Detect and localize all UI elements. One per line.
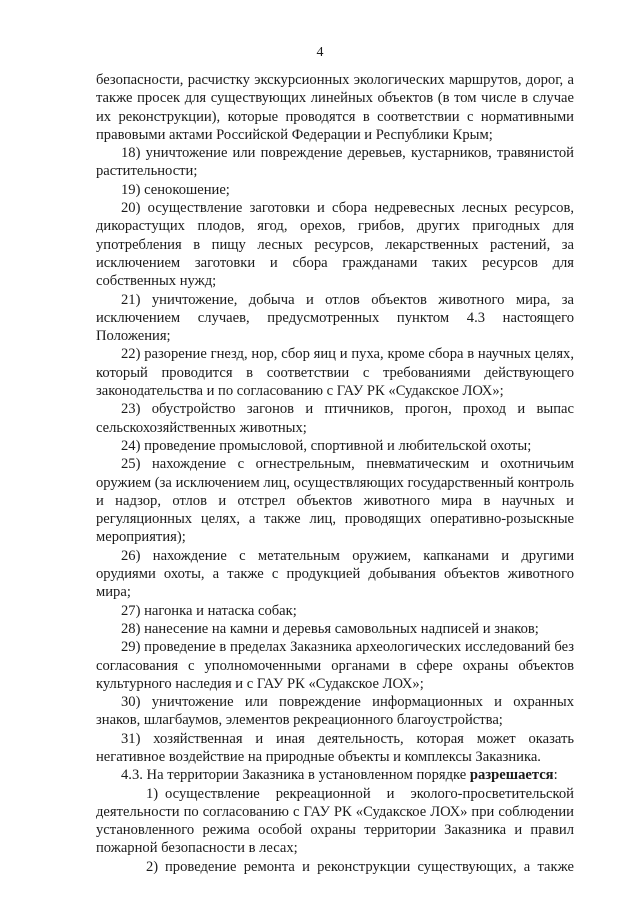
section-tail: :	[553, 767, 558, 784]
list-item-19: 19) сенокошение;	[121, 181, 230, 198]
allowed-item-text: проведение ремонта и реконструкции существующих, а также	[165, 858, 574, 875]
list-item-22: 22) разорение гнезд, нор, сбор яиц и пуха, кроме сбора в научных целях, который проводится в соответствии с требованиями действующего законодательства и по согласованию с ГАУ РК «Судакское ЛОХ»;	[96, 346, 574, 400]
list-item-18: 18) уничтожение или повреждение деревьев, кустарников, травянистой растительности;	[96, 145, 574, 180]
section-heading-4-3	[96, 766, 574, 784]
list-item-30: 30) уничтожение или повреждение информационных и охранных знаков, шлагбаумов, элементов рекреационного благоустройства;	[96, 694, 574, 729]
list-item-26: 26) нахождение с метательным оружием, капканами и другими орудиями охоты, а также с продукцией добывания объектов животного мира;	[96, 547, 574, 601]
list-item-29: 29) проведение в пределах Заказника археологических исследований без согласования с уполномоченными органами в сфере охраны объектов культурного наследия и с ГАУ РК «Судакское ЛОХ»;	[96, 639, 574, 692]
list-item-27: 27) нагонка и натаска собак;	[121, 602, 297, 619]
allowed-item-number: 2)	[146, 858, 159, 875]
list-item-20: 20) осуществление заготовки и сбора недревесных лесных ресурсов, дикорастущих плодов, ягод, орехов, грибов, других пригодных для употребления в пищу лесных ресурсов, лекарственных растений, за исключением заготовки и сбора гражданами таких ресурсов для собственных нужд;	[96, 200, 574, 290]
allowed-item-1	[96, 785, 574, 858]
paragraph-continuation: безопасности, расчистку экскурсионных экологических маршрутов, дорог, а также просек для существующих линейных объектов (в том числе в случае их реконструкции), которые проводятся в соответствии с нормативными правовыми актами Российской Федерации и Республики Крым;	[96, 72, 574, 143]
section-emphasis: разрешается	[469, 767, 554, 784]
allowed-item-2	[96, 858, 574, 876]
list-item-25: 25) нахождение с огнестрельным, пневматическим и охотничьим оружием (за исключением лиц, осуществляющих государственный контроль и надзор, отлов и отстрел объектов животного мира в научных и регуляционных целях, а также лиц, проводящих оперативно-розыскные мероприятия);	[96, 456, 574, 546]
document-body	[96, 71, 574, 876]
list-item-21: 21) уничтожение, добыча и отлов объектов животного мира, за исключением случаев, предусмотренных пунктом 4.3 настоящего Положения;	[96, 291, 574, 345]
section-lead: 4.3. На территории Заказника в установленном порядке	[121, 767, 467, 784]
list-item-31: 31) хозяйственная и иная деятельность, которая может оказать негативное воздействие на природные объекты и комплексы Заказника.	[96, 730, 574, 765]
allowed-item-number: 1)	[146, 785, 159, 802]
list-item-28: 28) нанесение на камни и деревья самовольных надписей и знаков;	[121, 620, 539, 637]
list-item-24: 24) проведение промысловой, спортивной и любительской охоты;	[121, 437, 532, 454]
allowed-item-text: осуществление рекреационной и эколого-просветительской деятельности по согласованию с ГАУ РК «Судакское ЛОХ» при соблюдении установленного режима особой охраны территории Заказника и правил пожарной безопасности в лесах;	[96, 785, 574, 857]
page-number: 4	[316, 45, 324, 60]
list-item-23: 23) обустройство загонов и птичников, прогон, проход и выпас сельскохозяйственных животных;	[96, 401, 574, 436]
